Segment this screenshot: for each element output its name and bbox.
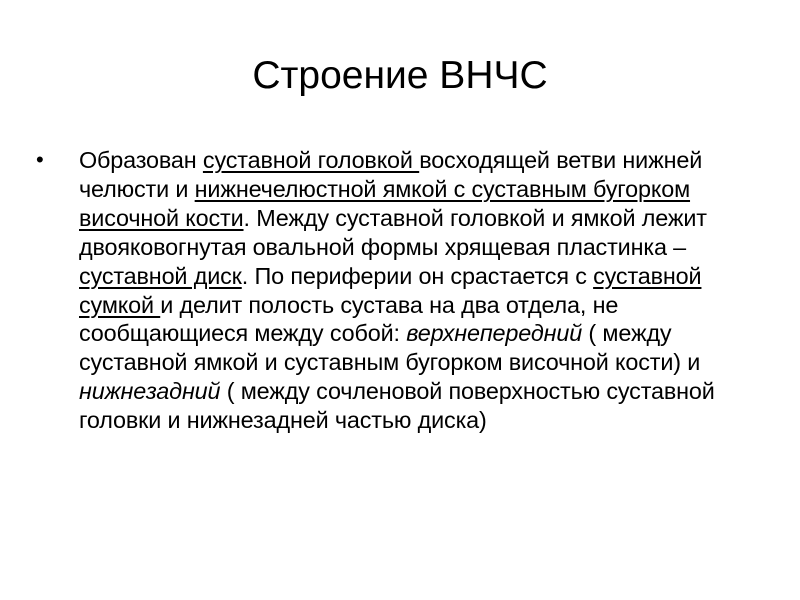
text-segment: и делит полость сустава на два отдела, не сообщающиеся между собой: [79, 291, 619, 347]
underlined-term-articular-capsule: суставной сумкой [79, 262, 702, 318]
underlined-term-articular-disc: суставной диск [79, 262, 242, 289]
underlined-term-mandibular-fossa: нижнечелюстной ямкой с суставным бугорком височной кости [79, 175, 691, 231]
italic-term-lower-posterior: нижнезадний [79, 378, 221, 405]
text-segment: ( между суставной ямкой и суставным бугорком височной кости) и [79, 320, 701, 376]
text-segment: Образован [79, 147, 203, 173]
text-segment: . Между суставной головкой и ямкой лежит двояковогнутая овальной формы хрящевая пластинка – [79, 204, 707, 260]
text-segment: . По периферии он срастается с [241, 262, 594, 289]
slide-title: Строение ВНЧС [252, 54, 548, 97]
bullet-item [0, 146, 739, 435]
underlined-term-articular-head: суставной головкой [202, 147, 420, 173]
bullet-dot-icon: • [36, 147, 44, 172]
bullet-list [0, 146, 800, 435]
text-segment: восходящей ветви нижней челюсти и [79, 147, 703, 202]
text-segment: ( между сочленовой поверхностью суставной головки и нижнезадней частью диска) [79, 378, 715, 434]
italic-term-upper-anterior: верхнепередний [406, 320, 583, 347]
